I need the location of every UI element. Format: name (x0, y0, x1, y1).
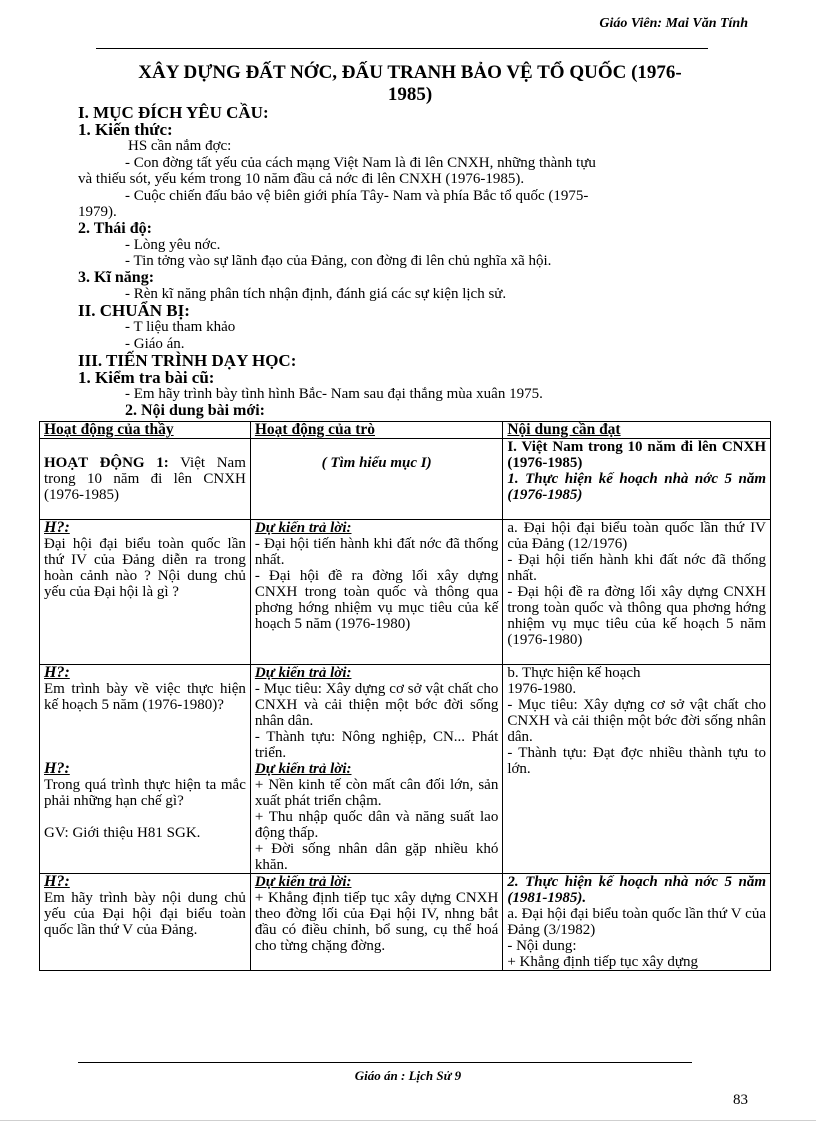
teacher-cell (40, 520, 251, 665)
content-cell (503, 520, 771, 665)
lesson-title (60, 62, 760, 106)
section-2-heading: II. CHUẨN BỊ: (78, 301, 190, 320)
col-header-content: Nội dung cần đạt (503, 422, 771, 439)
question-label: H?: (44, 873, 70, 890)
expected-answer-label: Dự kiến trả lời: (254, 665, 352, 681)
content-line: - Đại hội đề ra đờng lối xây dựng CNXH trong toàn quốc và thông qua phơng hớng nhiệm vụ mục tiêu của kế hoạch 5 năm (1976-1980) (507, 584, 766, 648)
teacher-cell (40, 874, 251, 971)
section-3-heading: III. TIẾN TRÌNH DẠY HỌC: (78, 351, 297, 370)
knowledge-item-2a: - Cuộc chiến đấu bảo vệ biên giới phía Tây- Nam và phía Bắc tổ quốc (1975- (125, 187, 589, 204)
question-text: Em hãy trình bày nội dung chủ yếu của Đại hội đại biểu toàn quốc lần thứ V của Đảng. (44, 890, 246, 938)
prep-item-2: - Giáo án. (125, 335, 185, 352)
question-label: H?: (44, 664, 70, 681)
title-line-2: 1985) (387, 84, 433, 105)
section-1-heading: I. MỤC ĐÍCH YÊU CẦU: (78, 103, 269, 122)
knowledge-item-1b: và thiếu sót, yếu kém trong 10 năm đầu cả nớc đi lên CNXH (1976-1985). (78, 171, 525, 187)
answer-line: - Thành tựu: Nông nghiệp, CN... Phát triển. (254, 729, 499, 761)
table-row (40, 874, 771, 971)
question-label: H?: (44, 760, 70, 777)
table-row (40, 439, 771, 520)
col-header-teacher: Hoạt động của thầy (40, 422, 251, 439)
title-line-1: XÂY DỰNG ĐẤT NỚC, ĐẤU TRANH BẢO VỆ TỔ QUỐC (1976- (138, 62, 682, 83)
content-line: - Đại hội tiến hành khi đất nớc đã thống nhất. (507, 552, 766, 584)
review-heading: 1. Kiểm tra bài cũ: (78, 368, 215, 387)
col-header-student: Hoạt động của trò (250, 422, 502, 439)
header-rule (96, 48, 708, 49)
teacher-name: Giáo Viên: Mai Văn Tính (599, 16, 748, 31)
knowledge-heading: 1. Kiến thức: (78, 120, 173, 139)
prep-item-1: - T liệu tham khảo (125, 319, 236, 335)
content-line: 1976-1980. (507, 681, 577, 697)
answer-line: + Khẳng định tiếp tục xây dựng CNXH theo đờng lối của Đại hội IV, nhng bắt đầu có điều chỉnh, bổ sung, cụ thể hoá cho từng chặng đờng. (254, 890, 499, 954)
content-line: + Khẳng định tiếp tục xây dựng (507, 954, 699, 970)
expected-answer-label: Dự kiến trả lời: (254, 874, 352, 890)
footer-subject: Giáo án : Lịch Sử 9 (354, 1068, 462, 1083)
student-cell (250, 874, 502, 971)
table-row (40, 665, 771, 874)
expected-answer-label: Dự kiến trả lời: (254, 761, 352, 777)
lesson-plan-table (39, 421, 771, 971)
teacher-cell (40, 665, 251, 874)
skills-item-1: - Rèn kĩ năng phân tích nhận định, đánh giá các sự kiện lịch sử. (125, 285, 507, 302)
question-text: Trong quá trình thực hiện ta mắc phải những hạn chế gì? (44, 777, 246, 809)
answer-line: - Mục tiêu: Xây dựng cơ sở vật chất cho CNXH và cải thiện một bớc đời sống nhân dân. (254, 681, 499, 729)
student-cell (250, 439, 502, 520)
content-line: b. Thực hiện kế hoạch (507, 665, 641, 681)
question-text: Đại hội đại biểu toàn quốc lần thứ IV của Đảng diễn ra trong hoàn cảnh nào ? Nội dung chủ yếu của Đại hội là gì ? (44, 536, 246, 600)
review-item: - Em hãy trình bày tình hình Bắc- Nam sau đại thắng mùa xuân 1975. (125, 386, 543, 402)
attitude-item-2: - Tin tởng vào sự lãnh đạo của Đảng, con đờng đi lên chủ nghĩa xã hội. (125, 253, 552, 269)
activity-label: HOẠT ĐỘNG 1: (44, 455, 169, 471)
answer-line: - Đại hội đề ra đờng lối xây dựng CNXH trong toàn quốc và thông qua phơng hớng nhiệm vụ mục tiêu của kế hoạch 5 năm (1976-1980) (254, 568, 499, 632)
content-line: - Thành tựu: Đạt đợc nhiều thành tựu to lớn. (507, 745, 766, 777)
knowledge-item-2b: 1979). (78, 204, 117, 220)
content-cell (503, 665, 771, 874)
answer-line: + Nền kinh tế còn mất cân đối lớn, sản xuất phát triển chậm. (254, 777, 499, 809)
answer-line: + Đời sống nhân dân gặp nhiều khó khăn. (254, 841, 499, 873)
knowledge-intro: HS cần nắm đợc: (128, 138, 232, 154)
new-content-heading: 2. Nội dung bài mới: (125, 401, 265, 419)
attitude-heading: 2. Thái độ: (78, 219, 152, 237)
footer-rule (78, 1062, 692, 1063)
knowledge-item-1a: - Con đờng tất yếu của cách mạng Việt Nam là đi lên CNXH, những thành tựu (125, 154, 596, 171)
answer-line: - Đại hội tiến hành khi đất nớc đã thống nhất. (254, 536, 499, 568)
lesson-body (78, 104, 768, 419)
student-task: ( Tìm hiểu mục I) (321, 455, 432, 471)
content-subsection-title: 2. Thực hiện kế hoạch nhà nớc 5 năm (1981-1985). (507, 874, 766, 906)
content-section-title: I. Việt Nam trong 10 năm đi lên CNXH (1976-1985) (507, 439, 766, 471)
content-line: - Mục tiêu: Xây dựng cơ sở vật chất cho CNXH và cải thiện một bớc đời sống nhân dân. (507, 697, 766, 745)
content-line: - Nội dung: (507, 938, 577, 954)
page-number: 83 (733, 1092, 748, 1108)
teacher-note: GV: Giới thiệu H81 SGK. (44, 825, 201, 841)
question-text: Em trình bày về việc thực hiện kế hoạch 5 năm (1976-1980)? (44, 681, 246, 713)
student-cell (250, 665, 502, 874)
teacher-cell (40, 439, 251, 520)
content-line: a. Đại hội đại biểu toàn quốc lần thứ V của Đảng (3/1982) (507, 906, 766, 938)
table-header-row (40, 422, 771, 439)
content-cell (503, 874, 771, 971)
student-cell (250, 520, 502, 665)
attitude-item-1: - Lòng yêu nớc. (125, 236, 221, 253)
content-line: a. Đại hội đại biểu toàn quốc lần thứ IV của Đảng (12/1976) (507, 520, 766, 552)
activity-text: Việt Nam trong 10 năm đi lên CNXH (1976-1985) (44, 455, 246, 503)
expected-answer-label: Dự kiến trả lời: (254, 520, 352, 536)
content-cell (503, 439, 771, 520)
skills-heading: 3. Kĩ năng: (78, 268, 155, 286)
question-label: H?: (44, 519, 70, 536)
answer-line: + Thu nhập quốc dân và năng suất lao động thấp. (254, 809, 499, 841)
table-row (40, 520, 771, 665)
page-edge-rule (0, 1120, 816, 1121)
content-subsection-title: 1. Thực hiện kế hoạch nhà nớc 5 năm (1976-1985) (507, 471, 766, 503)
